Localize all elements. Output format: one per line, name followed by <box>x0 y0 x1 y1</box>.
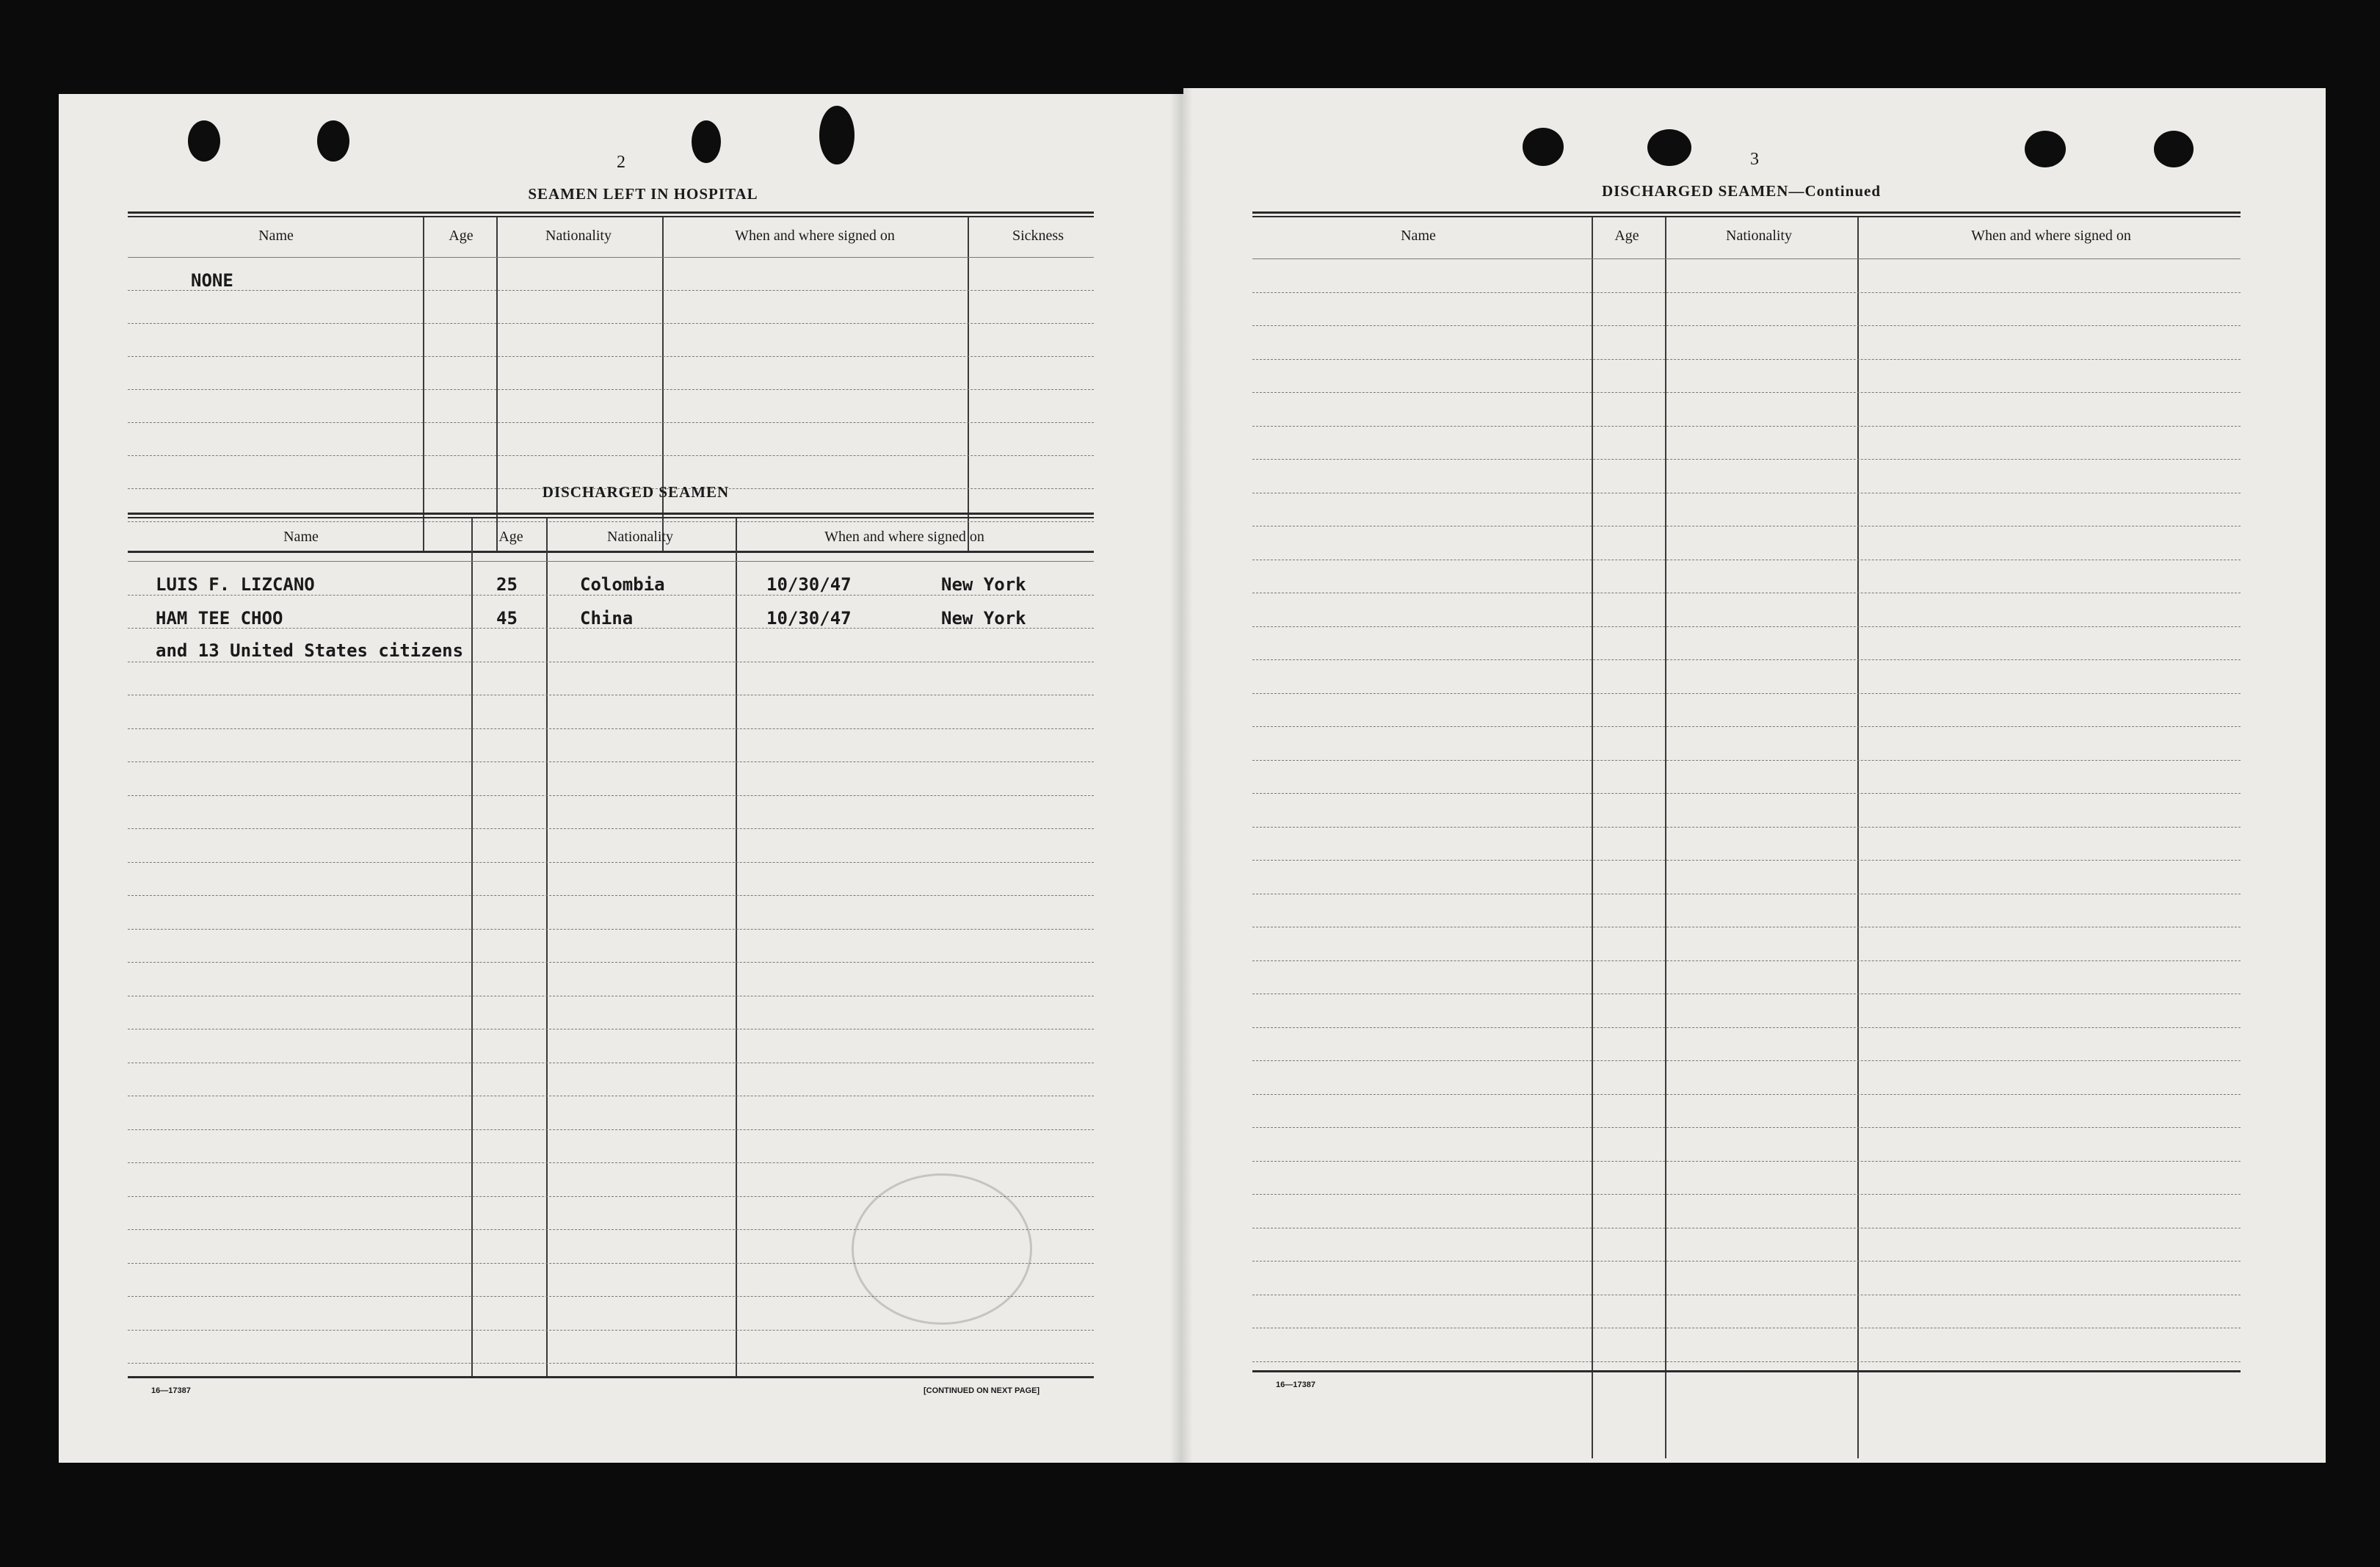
continued-col-name: Name <box>1401 228 1436 244</box>
ruled-line <box>128 895 1094 896</box>
ruled-line <box>128 828 1094 829</box>
discharged-row-2-age: 45 <box>496 608 518 629</box>
punch-hole <box>819 106 855 164</box>
discharged-row-2-name: HAM TEE CHOO <box>156 608 283 629</box>
right-page <box>1183 88 2326 1463</box>
form-number: 16—17387 <box>151 1386 191 1395</box>
faded-stamp <box>852 1173 1032 1325</box>
continued-col-signed-on: When and where signed on <box>1971 228 2131 244</box>
ruled-line <box>1252 1060 2241 1061</box>
discharged-continued-suffix: —Continued <box>1788 182 1881 200</box>
discharged-row-1-place: New York <box>941 574 1026 595</box>
discharged-col-name: Name <box>283 529 319 545</box>
continued-col-nationality: Nationality <box>1726 228 1792 244</box>
ruled-line <box>1252 1261 2241 1262</box>
discharged-top-rule-2 <box>128 517 1094 518</box>
hospital-section-title: SEAMEN LEFT IN HOSPITAL <box>528 185 758 203</box>
ruled-line <box>1252 258 2241 259</box>
discharged-row-2-nationality: China <box>580 608 634 629</box>
ruled-line <box>1252 626 2241 627</box>
ruled-line <box>1252 1194 2241 1195</box>
ruled-line <box>1252 392 2241 393</box>
ruled-line <box>1252 960 2241 961</box>
continued-top-rule <box>1252 211 2241 214</box>
discharged-top-rule <box>128 513 1094 515</box>
ruled-line <box>128 728 1094 729</box>
ruled-line <box>128 561 1094 562</box>
ruled-line <box>128 862 1094 863</box>
ruled-line <box>1252 426 2241 427</box>
discharged-section-title: DISCHARGED SEAMEN <box>542 483 730 501</box>
discharged-row-1-name: LUIS F. LIZCANO <box>156 574 315 595</box>
ruled-line <box>128 962 1094 963</box>
ruled-line <box>1252 1361 2241 1362</box>
hospital-col-nationality: Nationality <box>545 228 612 244</box>
punch-hole <box>1647 129 1691 166</box>
form-number: 16—17387 <box>1276 1380 1316 1389</box>
ruled-line <box>1252 827 2241 828</box>
ruled-line <box>1252 292 2241 293</box>
discharged-col-age: Age <box>498 529 523 545</box>
discharged-col-signed-on: When and where signed on <box>824 529 984 545</box>
ruled-line <box>1252 793 2241 794</box>
ruled-line <box>128 795 1094 796</box>
ruled-line <box>1252 726 2241 727</box>
continued-rows <box>1252 258 2241 1458</box>
continued-bottom-rule <box>1252 1370 2241 1372</box>
ruled-line <box>1252 1161 2241 1162</box>
hospital-entry: NONE <box>191 270 233 291</box>
ruled-line <box>128 1363 1094 1364</box>
ruled-line <box>128 1162 1094 1163</box>
hospital-col-sickness: Sickness <box>1012 228 1064 244</box>
discharged-bottom-rule <box>128 1376 1094 1378</box>
discharged-row-1-nationality: Colombia <box>580 574 665 595</box>
ruled-line <box>128 1129 1094 1130</box>
discharged-continued-title <box>1602 182 1881 200</box>
ruled-line <box>1252 325 2241 326</box>
hospital-col-age: Age <box>449 228 474 244</box>
ruled-line <box>1252 359 2241 360</box>
hospital-top-rule-2 <box>128 216 1094 217</box>
ruled-line <box>1252 1094 2241 1095</box>
hospital-col-signed-on: When and where signed on <box>735 228 895 244</box>
punch-hole <box>2154 131 2194 167</box>
punch-hole <box>188 120 220 162</box>
continued-col-age: Age <box>1614 228 1639 244</box>
ruled-line <box>128 929 1094 930</box>
discharged-row-1-date: 10/30/47 <box>766 574 852 595</box>
ruled-line <box>128 761 1094 762</box>
page-number: 2 <box>617 153 625 172</box>
page-number: 3 <box>1750 150 1759 169</box>
ruled-line <box>128 1330 1094 1331</box>
page-gutter <box>1170 88 1192 1463</box>
punch-hole <box>1523 128 1564 166</box>
punch-hole <box>2025 131 2066 167</box>
discharged-note: and 13 United States citizens <box>156 640 464 661</box>
punch-hole <box>317 120 349 162</box>
continued-top-rule-2 <box>1252 216 2241 217</box>
discharged-row-1-age: 25 <box>496 574 518 595</box>
discharged-col-nationality: Nationality <box>607 529 673 545</box>
hospital-rows <box>128 257 1094 552</box>
ruled-line <box>1252 1127 2241 1128</box>
ruled-line <box>1252 1027 2241 1028</box>
discharged-row-2-place: New York <box>941 608 1026 629</box>
ruled-line <box>1252 860 2241 861</box>
ruled-line <box>1252 760 2241 761</box>
left-page <box>59 94 1183 1463</box>
ruled-line <box>1252 459 2241 460</box>
continued-note: [CONTINUED ON NEXT PAGE] <box>924 1386 1040 1395</box>
hospital-top-rule <box>128 211 1094 214</box>
discharged-continued-main: DISCHARGED SEAMEN <box>1602 182 1789 200</box>
hospital-col-name: Name <box>258 228 294 244</box>
ruled-line <box>1252 659 2241 660</box>
ruled-line <box>1252 693 2241 694</box>
discharged-row-2-date: 10/30/47 <box>766 608 852 629</box>
punch-hole <box>692 120 721 163</box>
